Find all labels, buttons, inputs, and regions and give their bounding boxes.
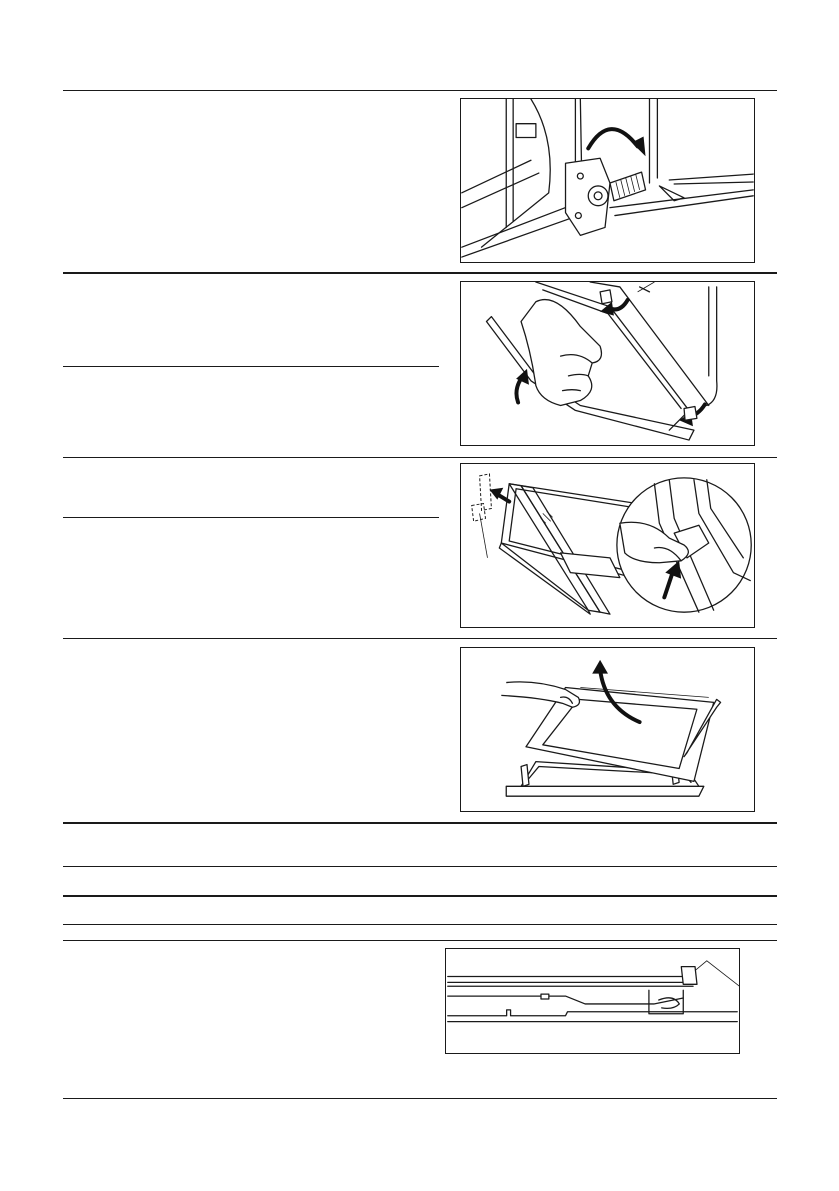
glass-panel-figure	[460, 647, 755, 812]
section-divider-10	[63, 1098, 777, 1099]
subsection-divider-2	[63, 366, 439, 367]
section-divider-6	[63, 866, 777, 867]
hinge-lever-figure	[460, 98, 755, 263]
door-clip-release-icon	[461, 464, 754, 627]
door-panel-lift-icon	[461, 282, 754, 445]
section-divider-3	[63, 457, 777, 458]
glass-panel-remove-icon	[461, 648, 754, 811]
section-divider-9	[63, 940, 777, 941]
section-divider-7	[63, 895, 777, 897]
door-panel-figure	[460, 281, 755, 446]
glass-panel-seal-detail-icon	[446, 949, 739, 1053]
subsection-divider-3	[63, 517, 439, 518]
section-divider-2	[63, 272, 777, 274]
section-divider-5	[63, 822, 777, 824]
hinge-lever-rotate-icon	[461, 99, 754, 262]
section-divider-4	[63, 638, 777, 639]
section-divider-8	[63, 924, 777, 925]
section-divider-1	[63, 90, 777, 91]
glass-seal-figure	[445, 948, 740, 1054]
door-clip-figure	[460, 463, 755, 628]
